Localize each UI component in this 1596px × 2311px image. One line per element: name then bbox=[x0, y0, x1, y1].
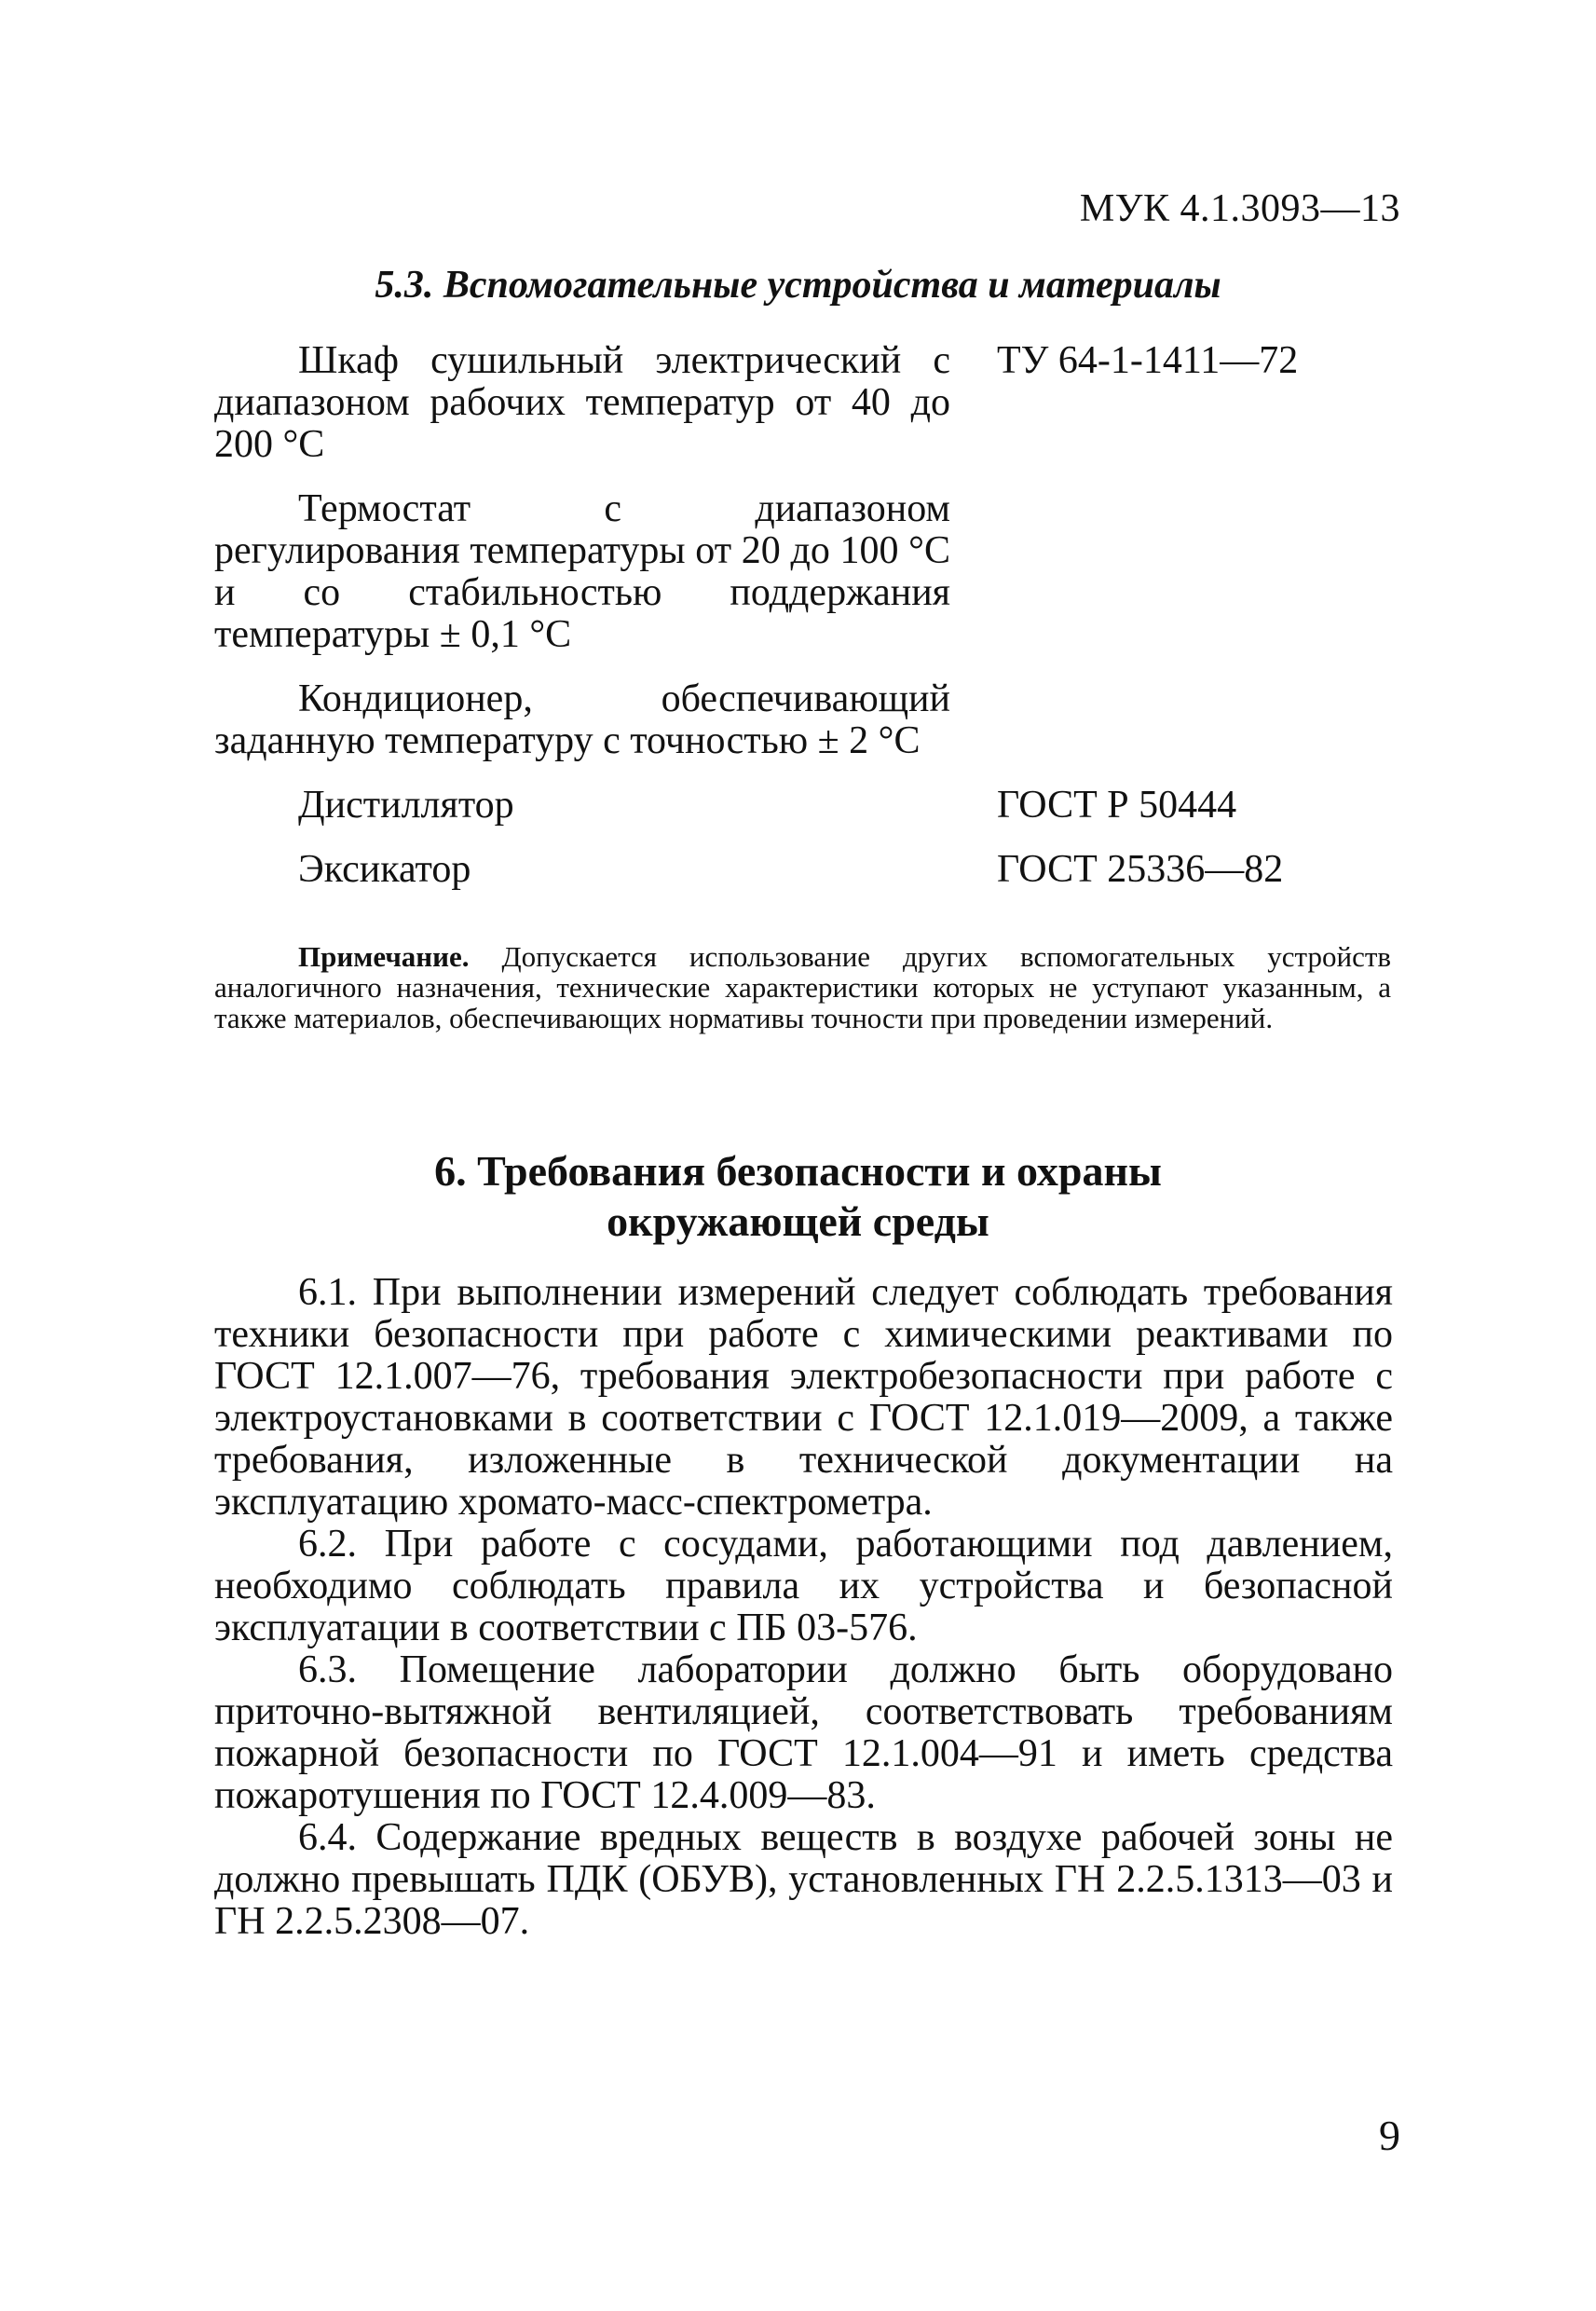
document-code: МУК 4.1.3093—13 bbox=[1079, 187, 1400, 230]
equipment-name: Шкаф сушильный электрический с диапазоном рабочих температур от 40 до 200 °С bbox=[214, 339, 950, 466]
note bbox=[214, 941, 1391, 1033]
paragraph-6-2: 6.2. При работе с сосудами, работающими под давлением, необходимо соблюдать правила их устройства и безопасной эксплуатации в соответствии с ПБ 03-576. bbox=[214, 1523, 1393, 1649]
equipment-row bbox=[214, 488, 1388, 656]
equipment-table bbox=[214, 340, 1388, 913]
equipment-standard: ГОСТ 25336—82 bbox=[997, 848, 1284, 891]
section-title-5-3: 5.3. Вспомогательные устройства и материалы bbox=[375, 264, 1221, 307]
chapter-title-line2: окружающей среды bbox=[607, 1197, 989, 1245]
note-text: Допускается использование других вспомогательных устройств аналогичного назначения, технические характеристики которых не уступают указанным, а также материалов, обеспечивающих нормативы точности при проведении измерений. bbox=[214, 940, 1392, 1034]
equipment-standard: ТУ 64-1-1411—72 bbox=[997, 339, 1299, 382]
paragraph-6-1: 6.1. При выполнении измерений следует соблюдать требования техники безопасности при работе с химическими реактивами по ГОСТ 12.1.007—76, требования электробезопасности при работе с электроустановками в соответствии с ГОСТ 12.1.019—2009, а также требования, изложенные в технической документации на эксплуатацию хромато-масс-спектрометра. bbox=[214, 1271, 1393, 1524]
paragraph-6-4: 6.4. Содержание вредных веществ в воздухе рабочей зоны не должно превышать ПДК (ОБУВ), установленных ГН 2.2.5.1313—03 и ГН 2.2.5.2308—07. bbox=[214, 1816, 1393, 1943]
equipment-name: Дистиллятор bbox=[298, 784, 514, 827]
equipment-row bbox=[214, 785, 1388, 827]
chapter-title-6 bbox=[0, 1146, 1596, 1247]
chapter-title-line1: 6. Требования безопасности и охраны bbox=[434, 1147, 1162, 1195]
equipment-row bbox=[214, 849, 1388, 891]
chapter-6-body bbox=[214, 1272, 1393, 1943]
equipment-row bbox=[214, 340, 1388, 466]
equipment-row bbox=[214, 678, 1388, 762]
equipment-standard: ГОСТ Р 50444 bbox=[997, 784, 1237, 827]
note-label: Примечание. bbox=[298, 940, 470, 973]
equipment-name: Термостат с диапазоном регулирования температуры от 20 до 100 °С и со стабильностью поддержания температуры ± 0,1 °С bbox=[214, 487, 950, 656]
equipment-name: Эксикатор bbox=[298, 848, 471, 891]
page-number: 9 bbox=[1379, 2112, 1400, 2159]
equipment-name: Кондиционер, обеспечивающий заданную температуру с точностью ± 2 °С bbox=[214, 677, 950, 762]
paragraph-6-3: 6.3. Помещение лаборатории должно быть оборудовано приточно-вытяжной вентиляцией, соответствовать требованиям пожарной безопасности по ГОСТ 12.1.004—91 и иметь средства пожаротушения по ГОСТ 12.4.009—83. bbox=[214, 1648, 1393, 1817]
